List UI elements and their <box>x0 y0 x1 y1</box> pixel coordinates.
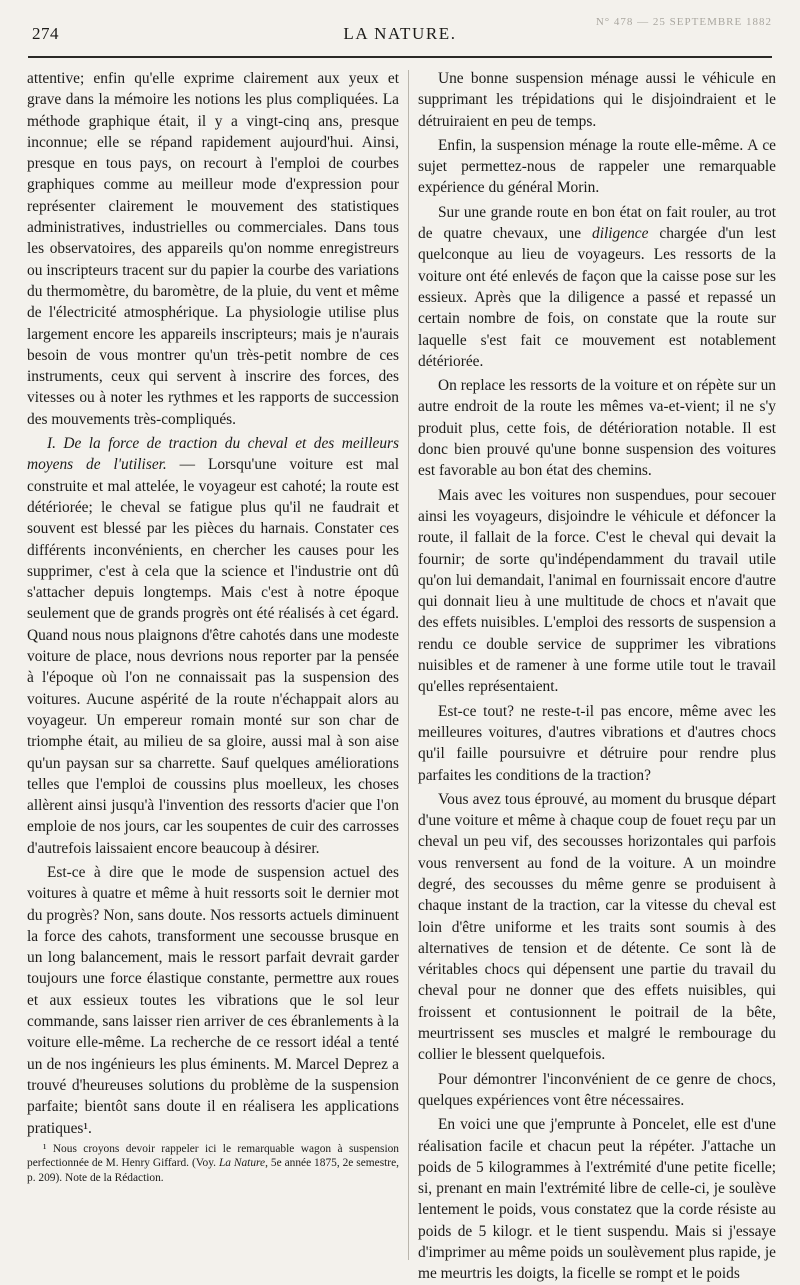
footnote-text: ¹ Nous croyons devoir rappeler ici le remarquable wagon à suspension perfectionnée de M. Henry Giffard. (Voy. <box>27 1142 399 1170</box>
paragraph: Enfin, la suspension ménage la route elle-même. A ce sujet permettez-nous de rappeler une remarquable expérience du général Morin. <box>418 136 776 197</box>
footnote <box>27 1142 399 1186</box>
paragraph: Est-ce à dire que le mode de suspension actuel des voitures à quatre et même à huit ressorts soit le dernier mot du progrès? Non, sans doute. Nos ressorts actuels diminuent la force des cahots, transforment une secousse brusque en un long balancement, mais le ressort parfait devrait garder toujours une force élastique constante, permettre aux roues et aux essieux toutes les vibrations que le sol leur commande, sans laisser rien arriver de ces ébranlements à la voiture elle-même. La recherche de ce ressort idéal a tenté un de nos ingénieurs les plus éminents. M. Marcel Deprez a trouvé d'heureuses solutions du problème de la suspension parfaite; bientôt sans doute il en réalisera les applications pratiques¹. <box>27 863 399 1137</box>
paragraph: Vous avez tous éprouvé, au moment du brusque départ d'une voiture et même à chaque coup de fouet reçu par un cheval un peu vif, des secousses horizontales qui parfois vous renversent au fond de la voiture. A un moindre degré, des secousses du même genre se produisent à chaque instant de la traction, car la vitesse du cheval est loin d'être uniforme et les traits sont soumis à des alternatives de tension et de détente. Ce sont là de véritables chocs qui dépensent une partie du travail du cheval pour ne donner que des effets nuisibles, qui froissent et contusionnent le poitrail de la bête, meurtrissent ses muscles et malgré le rembourage du collier le blessent quelquefois. <box>418 790 776 1064</box>
paragraph <box>418 202 776 372</box>
issue-stamp: N° 478 — 25 SEPTEMBRE 1882 <box>595 16 772 28</box>
page-header <box>28 16 772 48</box>
paragraph-text: — Lorsqu'une voiture est mal construite et mal attelée, le voyageur est cahoté; la route est détériorée; le cheval se fatigue plus qu'il ne faudrait et souvent est blessé par les pièces du harnais. Constater ces différents inconvénients, en chercher les causes pour les supprimer, c'est à cela que la science et l'industrie ont dû s'attacher depuis longtemps. Mais c'est à notre époque seulement que de grands progrès ont été réalisés à cet égard. Quand nous nous plaignons d'être cahotés dans une modeste voiture de place, nous devrions nous reporter par la pensée à l'époque où l'on ne connaissait pas la suspension des voitures. Aucune aspérité de la route n'échappait alors au voyageur. Un empereur romain monté sur son char de triomphe était, au milieu de sa gloire, aussi mal à son aise qu'un paysan sur sa charrette. Sauf quelques améliorations telles que l'emploi de coussins plus moelleux, les choses allèrent ainsi jusqu'à l'invention des ressorts d'acier que l'on emploie de nos jours, car les soupentes de cuir des carrosses d'autrefois laissaient encore beaucoup à désirer. <box>27 456 399 857</box>
left-column <box>27 68 399 1186</box>
page-number: 274 <box>32 24 59 43</box>
paragraph: Est-ce tout? ne reste-t-il pas encore, même avec les meilleures voitures, d'autres vibrations et d'autres chocs qu'il faille poursuivre et détruire pour rendre plus parfaites les conditions de la traction? <box>418 702 776 784</box>
right-column <box>418 68 776 1285</box>
footnote-journal: La Nature <box>218 1157 266 1170</box>
paragraph: Mais avec les voitures non suspendues, pour secouer ainsi les voyageurs, disjoindre le véhicule et défoncer la route, il fallait de la force. C'est le cheval qui devait la fournir; de sorte qu'indépendamment du travail utile qu'on lui demandait, l'animal en fournissait encore d'autre qui donnait lieu à une multitude de chocs et n'avait que des effets nuisibles. L'emploi des ressorts de suspension a rendu ce double service de supprimer les vibrations nuisibles et de ramener à une forme utile tout le travail qu'elles représentaient. <box>418 486 776 696</box>
footnote-text-end: , 5e année 1875, 2e semestre, p. 209). Note de la Rédaction. <box>27 1157 399 1185</box>
section-paragraph <box>27 433 399 859</box>
paragraph: Pour démontrer l'inconvénient de ce genre de chocs, quelques expériences vont être nécessaires. <box>418 1070 776 1109</box>
running-title: LA NATURE. <box>343 24 457 43</box>
paragraph-text: Sur une grande route en bon état on fait rouler, au trot de quatre chevaux, une <box>418 203 776 243</box>
header-rule <box>28 56 772 58</box>
italic-term: diligence <box>592 225 649 243</box>
column-divider <box>408 70 409 1260</box>
paragraph-text-end: chargée d'un lest quelconque au lieu de voyageurs. Les ressorts de la voiture ont été enlevés de façon que la caisse pose sur les essieux. Après que la diligence a passé et repassé un certain nombre de fois, on constate que la route sur laquelle s'est fait ce mouvement est notablement détériorée. <box>418 225 776 370</box>
paragraph: Une bonne suspension ménage aussi le véhicule en supprimant les trépidations qui le disjoindraient et le détruiraient en peu de temps. <box>418 70 776 130</box>
section-heading: I. De la force de traction du cheval et des meilleurs moyens de l'utiliser. <box>27 435 399 474</box>
paragraph: On replace les ressorts de la voiture et on répète sur un autre endroit de la route les mêmes va-et-vient; il ne s'y produit plus, cette fois, de détérioration notable. Il est donc bien prouvé qu'une bonne suspension des voitures est favorable au bon état des chemins. <box>418 377 776 480</box>
paragraph: En voici une que j'emprunte à Poncelet, elle est d'une réalisation facile et chacun peut la répéter. J'attache un poids de 5 kilogrammes à l'extrémité d'une petite ficelle; si, prenant en main l'extrémité libre de celle-ci, je soulève lentement le poids, vous constatez que la corde résiste au poids de 5 kilogr. et le tient suspendu. Mais si j'essaye d'imprimer au même poids un soulèvement plus rapide, je me meurtris les doigts, la ficelle se rompt et le poids <box>418 1116 776 1283</box>
paragraph: attentive; enfin qu'elle exprime clairement aux yeux et grave dans la mémoire les notions les plus compliquées. La méthode graphique était, il y a vingt-cinq ans, presque inconnue; elle se répand rapidement aujourd'hui. Ainsi, presque en tous pays, on recourt à l'emploi de courbes graphiques comme au meilleur mode d'expression pour représenter clairement le mouvement des statistiques administratives, industrielles ou commerciales. Dans tous les observatoires, des appareils qu'on nomme enregistreurs ou inscripteurs tracent sur du papier la courbe des variations du thermomètre, du baromètre, de la pluie, du vent et même de l'électricité atmosphérique. La physiologie utilise plus largement encore les appareils inscripteurs; mais je n'aurais besoin de vous montrer qu'un très-petit nombre de ces instruments, ceux qui servent à inscrire des forces, des vitesses ou à noter les rythmes et les rapports de succession des mouvements très-compliqués. <box>27 70 399 428</box>
